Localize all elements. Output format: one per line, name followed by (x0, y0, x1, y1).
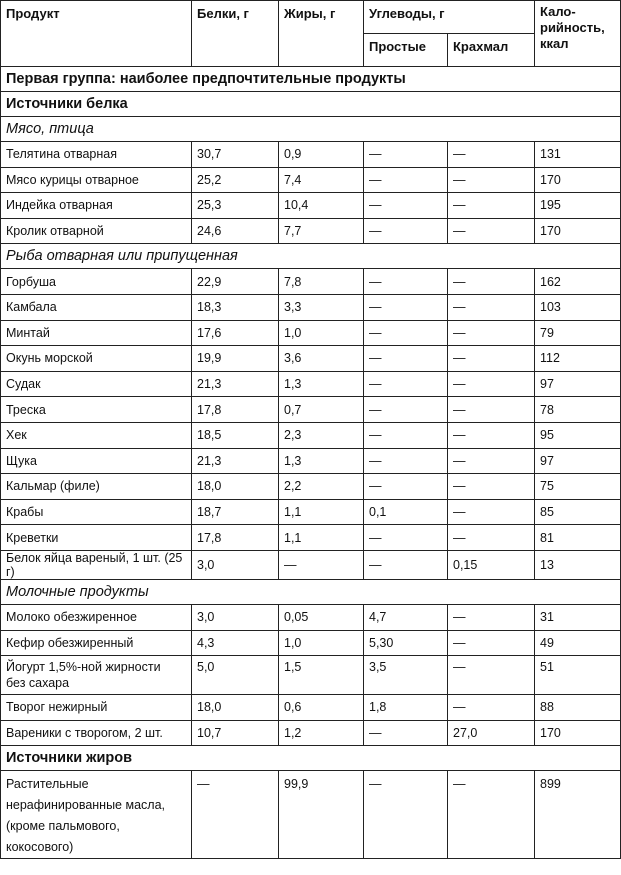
header-row (1, 1, 621, 34)
cell-calories: 170 (535, 167, 621, 193)
header-fat: Жиры, г (279, 1, 364, 67)
cell-simple: 4,7 (364, 604, 448, 630)
cell-fat: 1,5 (279, 656, 364, 695)
product-line: Растительные (6, 777, 89, 792)
cell-calories: 95 (535, 422, 621, 448)
cell-simple: — (364, 142, 448, 168)
cell-product: Горбуша (1, 269, 192, 295)
section-row (1, 92, 621, 117)
cell-fat: 3,3 (279, 294, 364, 320)
cell-calories: 131 (535, 142, 621, 168)
cell-protein: 30,7 (192, 142, 279, 168)
table-row (1, 550, 621, 579)
subsection-row (1, 117, 621, 142)
table-row (1, 695, 621, 721)
cell-starch: — (448, 695, 535, 721)
cell-calories: 31 (535, 604, 621, 630)
cell-starch: — (448, 771, 535, 859)
cell-protein: 25,2 (192, 167, 279, 193)
cell-simple: — (364, 422, 448, 448)
table-row (1, 269, 621, 295)
cell-product: Кефир обезжиренный (1, 630, 192, 656)
cell-starch: — (448, 604, 535, 630)
cell-protein: 21,3 (192, 448, 279, 474)
cell-fat: 3,6 (279, 346, 364, 372)
cell-product: Молоко обезжиренное (1, 604, 192, 630)
group-row (1, 67, 621, 92)
table-row (1, 218, 621, 244)
cell-starch: — (448, 422, 535, 448)
cell-simple: — (364, 218, 448, 244)
cell-simple: — (364, 320, 448, 346)
cell-protein: — (192, 771, 279, 859)
cell-starch: — (448, 218, 535, 244)
cell-calories: 170 (535, 720, 621, 746)
cell-fat: 1,2 (279, 720, 364, 746)
cell-starch: — (448, 269, 535, 295)
meat-rows (1, 142, 621, 244)
cell-protein: 18,5 (192, 422, 279, 448)
cell-calories: 78 (535, 397, 621, 423)
header-calories: Кало- рийность, ккал (535, 1, 621, 67)
cell-simple: — (364, 294, 448, 320)
cell-fat: 1,3 (279, 371, 364, 397)
cell-product: Треска (1, 397, 192, 423)
table-row (1, 474, 621, 500)
cell-product: Креветки (1, 525, 192, 551)
cell-simple: — (364, 720, 448, 746)
table-row (1, 525, 621, 551)
cell-protein: 3,0 (192, 550, 279, 579)
table-row (1, 346, 621, 372)
cell-product: Крабы (1, 499, 192, 525)
cell-simple: — (364, 550, 448, 579)
cell-simple: — (364, 525, 448, 551)
cell-product: Мясо курицы отварное (1, 167, 192, 193)
cell-calories: 195 (535, 193, 621, 219)
cell-fat: 99,9 (279, 771, 364, 859)
table-row (1, 193, 621, 219)
cell-simple: — (364, 167, 448, 193)
cell-starch: 27,0 (448, 720, 535, 746)
cell-starch: — (448, 630, 535, 656)
cell-fat: 1,0 (279, 630, 364, 656)
cell-starch: — (448, 346, 535, 372)
cell-starch: — (448, 499, 535, 525)
subsection-title-dairy: Молочные продукты (1, 579, 621, 604)
cell-calories: 75 (535, 474, 621, 500)
cell-product: Индейка отварная (1, 193, 192, 219)
cell-calories: 79 (535, 320, 621, 346)
cell-product: Окунь морской (1, 346, 192, 372)
cell-simple: 1,8 (364, 695, 448, 721)
cell-protein: 18,0 (192, 695, 279, 721)
cell-protein: 18,7 (192, 499, 279, 525)
subsection-row (1, 244, 621, 269)
cell-calories: 97 (535, 448, 621, 474)
cell-protein: 18,0 (192, 474, 279, 500)
cell-protein: 25,3 (192, 193, 279, 219)
cell-starch: — (448, 142, 535, 168)
cell-calories: 49 (535, 630, 621, 656)
product-line: без сахара (6, 676, 70, 691)
header-starch: Крахмал (448, 34, 535, 67)
cell-fat: 0,6 (279, 695, 364, 721)
table-row (1, 371, 621, 397)
cell-fat: 1,3 (279, 448, 364, 474)
cell-fat: 7,7 (279, 218, 364, 244)
cell-fat: 10,4 (279, 193, 364, 219)
cell-starch: — (448, 397, 535, 423)
cell-starch: 0,15 (448, 550, 535, 579)
product-line: Йогурт 1,5%-ной жирности (6, 660, 161, 675)
cell-protein: 19,9 (192, 346, 279, 372)
cell-simple: — (364, 448, 448, 474)
header-simple: Простые (364, 34, 448, 67)
cell-starch: — (448, 656, 535, 695)
cell-protein: 10,7 (192, 720, 279, 746)
cell-calories: 97 (535, 371, 621, 397)
cell-product: Творог нежирный (1, 695, 192, 721)
cell-fat: 2,3 (279, 422, 364, 448)
subsection-row (1, 579, 621, 604)
cell-fat: 7,8 (279, 269, 364, 295)
cell-starch: — (448, 294, 535, 320)
cell-protein: 24,6 (192, 218, 279, 244)
cell-calories: 13 (535, 550, 621, 579)
cell-simple: — (364, 371, 448, 397)
table-row (1, 422, 621, 448)
cell-starch: — (448, 167, 535, 193)
cell-product: Щука (1, 448, 192, 474)
dairy-rows (1, 604, 621, 655)
section-title-fat: Источники жиров (1, 746, 621, 771)
header-protein: Белки, г (192, 1, 279, 67)
cell-product (1, 771, 192, 859)
cell-protein: 5,0 (192, 656, 279, 695)
cell-product: Кролик отварной (1, 218, 192, 244)
cell-starch: — (448, 193, 535, 219)
cell-product: Хек (1, 422, 192, 448)
section-title-protein: Источники белка (1, 92, 621, 117)
cell-calories: 103 (535, 294, 621, 320)
cell-protein: 21,3 (192, 371, 279, 397)
table-row (1, 448, 621, 474)
cell-fat: 1,0 (279, 320, 364, 346)
cell-calories: 170 (535, 218, 621, 244)
group-title: Первая группа: наиболее предпочтительные продукты (1, 67, 621, 92)
header-carbs: Углеводы, г (364, 1, 535, 34)
cell-calories: 162 (535, 269, 621, 295)
cell-fat: — (279, 550, 364, 579)
cell-starch: — (448, 525, 535, 551)
cell-protein: 17,8 (192, 525, 279, 551)
cell-fat: 0,05 (279, 604, 364, 630)
cell-product: Камбала (1, 294, 192, 320)
cell-simple: 3,5 (364, 656, 448, 695)
cell-fat: 0,9 (279, 142, 364, 168)
product-line: нерафинированные масла, (6, 798, 165, 813)
cell-starch: — (448, 474, 535, 500)
cell-simple: — (364, 397, 448, 423)
product-line: кокосового) (6, 840, 74, 855)
cell-product: Белок яйца вареный, 1 шт. (25 г) (1, 550, 192, 579)
cell-calories: 81 (535, 525, 621, 551)
cell-fat: 0,7 (279, 397, 364, 423)
table-row (1, 320, 621, 346)
table-row (1, 771, 621, 859)
cell-product: Минтай (1, 320, 192, 346)
cell-product: Вареники с творогом, 2 шт. (1, 720, 192, 746)
cell-starch: — (448, 371, 535, 397)
table-row (1, 142, 621, 168)
cell-simple: — (364, 474, 448, 500)
header-product: Продукт (1, 1, 192, 67)
cell-simple: 0,1 (364, 499, 448, 525)
cell-fat: 1,1 (279, 499, 364, 525)
table-row (1, 720, 621, 746)
cell-calories: 899 (535, 771, 621, 859)
subsection-title-meat: Мясо, птица (1, 117, 621, 142)
product-line: (кроме пальмового, (6, 819, 120, 834)
cell-simple: — (364, 193, 448, 219)
cell-product: Кальмар (филе) (1, 474, 192, 500)
cell-calories: 85 (535, 499, 621, 525)
section-row (1, 746, 621, 771)
cell-fat: 7,4 (279, 167, 364, 193)
cell-protein: 4,3 (192, 630, 279, 656)
cell-protein: 22,9 (192, 269, 279, 295)
dairy-more-rows (1, 695, 621, 746)
table-row (1, 167, 621, 193)
cell-starch: — (448, 448, 535, 474)
cell-simple: — (364, 771, 448, 859)
table-row (1, 499, 621, 525)
cell-calories: 88 (535, 695, 621, 721)
cell-starch: — (448, 320, 535, 346)
cell-product: Судак (1, 371, 192, 397)
cell-protein: 17,8 (192, 397, 279, 423)
cell-product: Телятина отварная (1, 142, 192, 168)
cell-simple: — (364, 269, 448, 295)
table-row (1, 630, 621, 656)
table-row (1, 294, 621, 320)
table-row (1, 604, 621, 630)
cell-product (1, 656, 192, 695)
cell-calories: 112 (535, 346, 621, 372)
fish-rows (1, 269, 621, 580)
cell-protein: 17,6 (192, 320, 279, 346)
cell-fat: 2,2 (279, 474, 364, 500)
table-row (1, 656, 621, 695)
cell-simple: 5,30 (364, 630, 448, 656)
subsection-title-fish: Рыба отварная или припущенная (1, 244, 621, 269)
table-row (1, 397, 621, 423)
cell-fat: 1,1 (279, 525, 364, 551)
cell-protein: 18,3 (192, 294, 279, 320)
cell-simple: — (364, 346, 448, 372)
cell-calories: 51 (535, 656, 621, 695)
cell-protein: 3,0 (192, 604, 279, 630)
